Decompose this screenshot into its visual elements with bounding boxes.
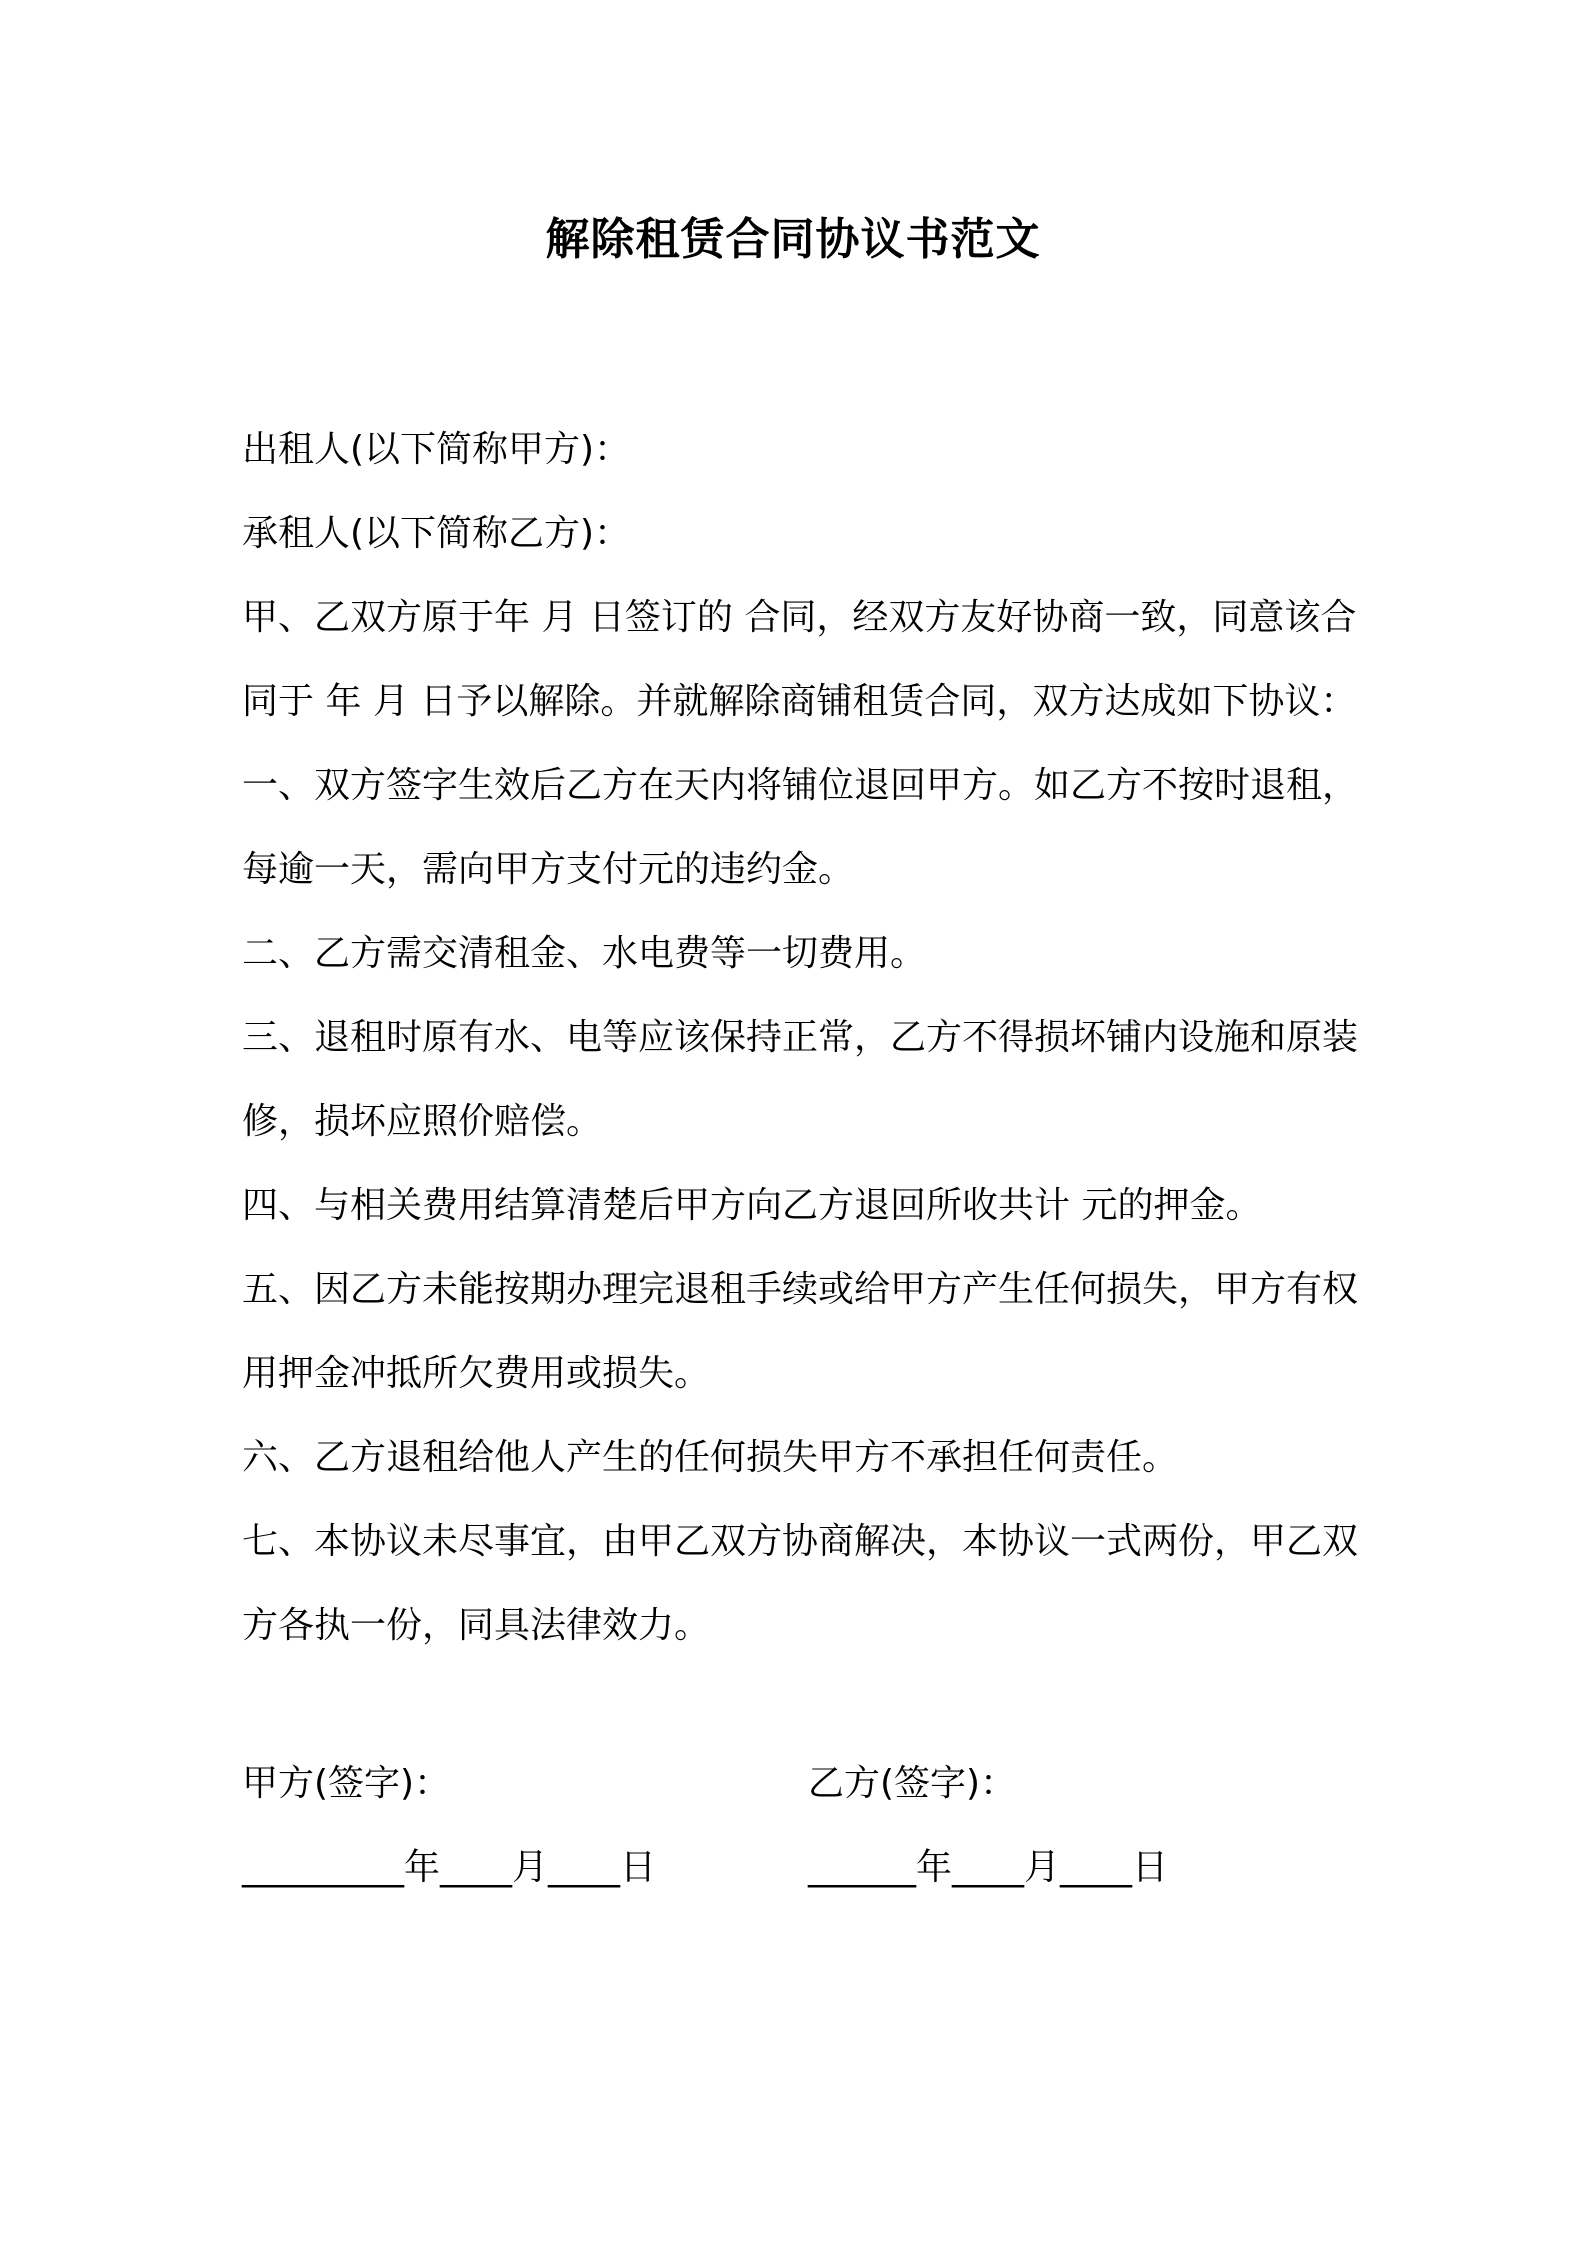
clause-2: 二、乙方需交清租金、水电费等一切费用。 (242, 933, 927, 974)
paragraph-lessor: 出租人(以下简称甲方)： (242, 429, 631, 470)
document-title: 解除租赁合同协议书范文 (545, 214, 1041, 265)
party-b-signature-label: 乙方(签字)： (808, 1763, 1017, 1804)
paragraph-preamble: 甲、乙双方原于年 月 日签订的 合同，经双方友好协商一致，同意该合同于 年 月 日予以解除。并就解除商铺租赁合同，双方达成如下协议： (242, 597, 1357, 722)
clause-6: 六、乙方退租给他人产生的任何损失甲方不承担任何责任。 (242, 1437, 1179, 1478)
party-b-date-line: ______年____月____日 (808, 1847, 1168, 1888)
clause-3: 三、退租时原有水、电等应该保持正常，乙方不得损坏铺内设施和原装修，损坏应照价赔偿。 (242, 1017, 1359, 1142)
party-a-signature-label: 甲方(签字)： (242, 1763, 451, 1804)
paragraph-lessee: 承租人(以下简称乙方)： (242, 513, 631, 554)
clause-7: 七、本协议未尽事宜，由甲乙双方协商解决，本协议一式两份，甲乙双方各执一份，同具法律效力。 (242, 1521, 1359, 1646)
clause-1: 一、双方签字生效后乙方在天内将铺位退回甲方。如乙方不按时退租，每逾一天，需向甲方支付元的违约金。 (242, 765, 1359, 890)
clause-4: 四、与相关费用结算清楚后甲方向乙方退回所收共计 元的押金。 (242, 1185, 1262, 1226)
party-a-date-line: _________年____月____日 (242, 1847, 656, 1888)
signature-date-row (242, 1826, 1362, 2162)
clause-5: 五、因乙方未能按期办理完退租手续或给甲方产生任何损失，甲方有权用押金冲抵所欠费用或损失。 (242, 1269, 1359, 1394)
document-body (242, 408, 1362, 1668)
